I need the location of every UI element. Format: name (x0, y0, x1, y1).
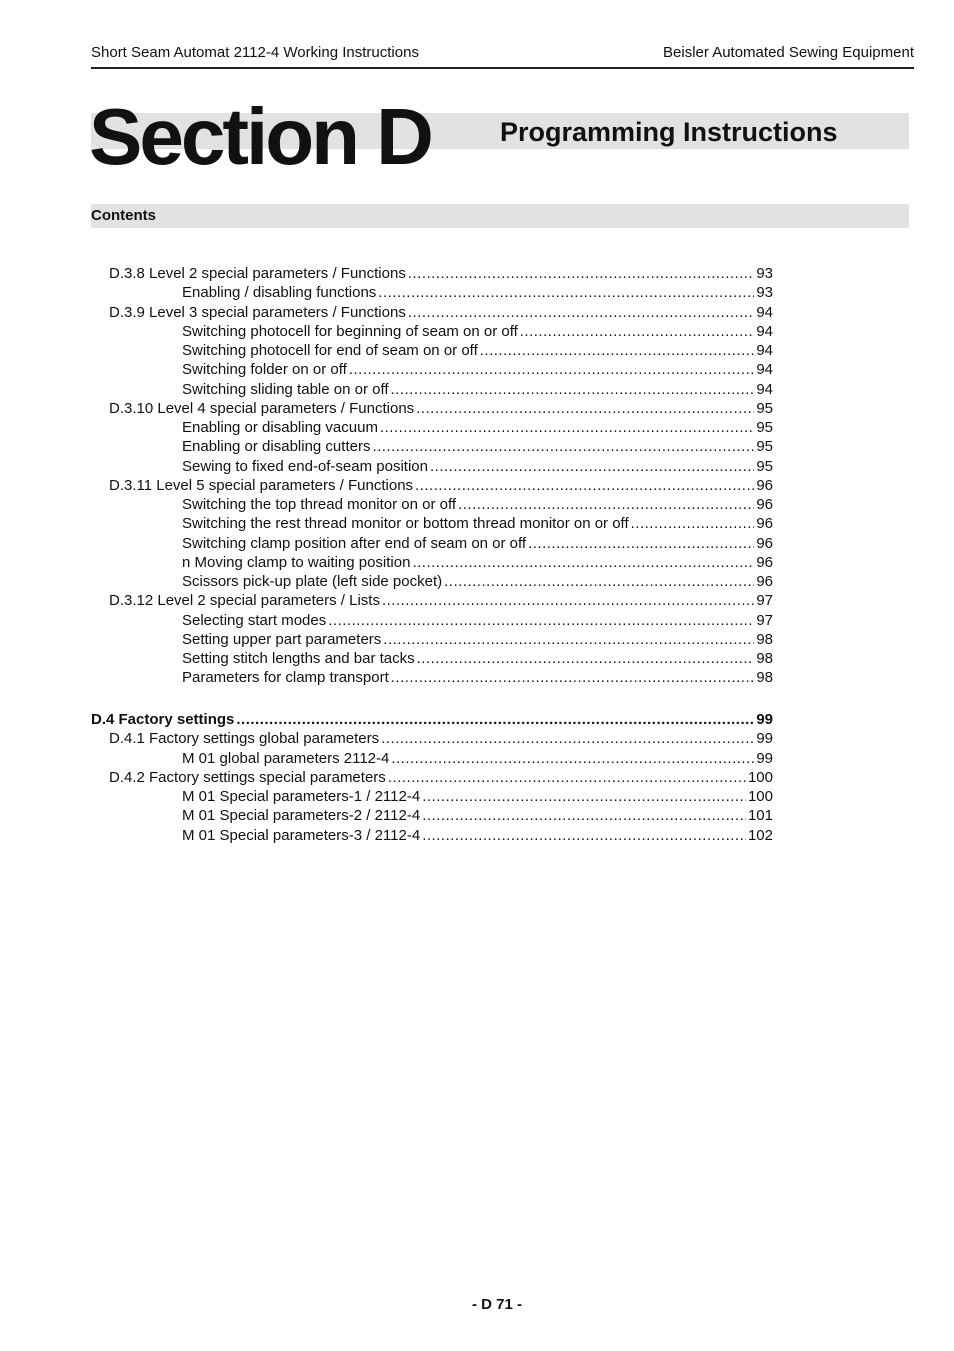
toc-entry[interactable] (182, 787, 773, 806)
section-title: Section D (89, 92, 431, 181)
toc-entry-page: 99 (756, 730, 773, 747)
toc-leader-dots (415, 477, 754, 495)
toc-leader-dots (422, 827, 746, 845)
toc-entry-chapter[interactable] (91, 710, 773, 729)
toc-entry-title: Switching the rest thread monitor or bottom thread monitor on or off (182, 515, 629, 532)
toc-entry[interactable] (182, 457, 773, 476)
toc-entry-page: 95 (756, 458, 773, 475)
toc-leader-dots (408, 265, 754, 283)
toc-leader-dots (458, 496, 754, 514)
toc-entry-page: 94 (756, 342, 773, 359)
contents-band (91, 204, 909, 228)
page-footer (0, 1296, 954, 1313)
toc-entry-page: 93 (756, 284, 773, 301)
toc-entry-title: Selecting start modes (182, 612, 327, 629)
toc-entry[interactable] (109, 303, 773, 322)
toc-entry[interactable] (182, 806, 773, 825)
toc-entry-title: Switching clamp position after end of seam on or off (182, 535, 527, 552)
toc-entry-page: 99 (756, 711, 773, 728)
toc-entry[interactable] (109, 399, 773, 418)
toc-entry-title: M 01 Special parameters-2 / 2112-4 (182, 807, 421, 824)
toc-entry-page: 94 (756, 361, 773, 378)
toc-leader-dots (236, 711, 754, 729)
toc-leader-dots (422, 807, 746, 825)
toc-entry-title: D.3.10 Level 4 special parameters / Functions (109, 400, 415, 417)
toc-entry-title: Parameters for clamp transport (182, 669, 389, 686)
toc-entry-title: D.4.2 Factory settings special parameters (109, 769, 386, 786)
toc-entry-title: D.4 Factory settings (91, 711, 235, 728)
toc-entry-title: D.4.1 Factory settings global parameters (109, 730, 380, 747)
toc-leader-dots (416, 400, 754, 418)
toc-leader-dots (430, 458, 754, 476)
toc-entry[interactable] (182, 749, 773, 768)
toc-leader-dots (444, 573, 754, 591)
toc-entry-page: 93 (756, 265, 773, 282)
toc-entry-title: n Moving clamp to waiting position (182, 554, 411, 571)
toc-entry-title: Switching sliding table on or off (182, 381, 389, 398)
header-company-name: Beisler Automated Sewing Equipment (663, 44, 914, 61)
toc-leader-dots (391, 381, 755, 399)
toc-entry-title: M 01 Special parameters-3 / 2112-4 (182, 827, 421, 844)
toc-leader-dots (388, 769, 746, 787)
toc-entry-page: 99 (756, 750, 773, 767)
toc-leader-dots (412, 554, 754, 572)
toc-entry-page: 94 (756, 323, 773, 340)
toc-entry[interactable] (182, 572, 773, 591)
toc-entry-title: Setting upper part parameters (182, 631, 382, 648)
toc-entry-page: 98 (756, 650, 773, 667)
toc-entry-page: 95 (756, 400, 773, 417)
toc-leader-dots (528, 535, 754, 553)
toc-leader-dots (382, 592, 754, 610)
toc-entry-page: 94 (756, 381, 773, 398)
toc-entry-title: Switching folder on or off (182, 361, 347, 378)
toc-entry-page: 101 (747, 807, 773, 824)
header-document-title: Short Seam Automat 2112-4 Working Instructions (91, 44, 419, 61)
toc-entry[interactable] (182, 514, 773, 533)
toc-leader-dots (631, 515, 755, 533)
toc-entry[interactable] (182, 630, 773, 649)
toc-entry[interactable] (182, 437, 773, 456)
toc-leader-dots (408, 304, 754, 322)
toc-entry-page: 98 (756, 669, 773, 686)
toc-entry-title: D.3.8 Level 2 special parameters / Functions (109, 265, 406, 282)
toc-entry-page: 97 (756, 612, 773, 629)
toc-entry-title: Enabling / disabling functions (182, 284, 377, 301)
toc-leader-dots (381, 730, 754, 748)
toc-leader-dots (417, 650, 755, 668)
toc-entry-page: 96 (756, 554, 773, 571)
toc-entry-title: M 01 Special parameters-1 / 2112-4 (182, 788, 421, 805)
toc-entry[interactable] (109, 768, 773, 787)
toc-entry-page: 98 (756, 631, 773, 648)
page-number: - D 71 - (471, 1296, 522, 1313)
toc-leader-dots (422, 788, 746, 806)
toc-entry-page: 100 (747, 769, 773, 786)
toc-entry-page: 96 (756, 535, 773, 552)
toc-entry[interactable] (182, 283, 773, 302)
toc-leader-dots (372, 438, 754, 456)
toc-entry[interactable] (182, 826, 773, 845)
toc-entry-title: D.3.12 Level 2 special parameters / Lists (109, 592, 380, 609)
toc-entry[interactable] (109, 591, 773, 610)
toc-entry-title: D.3.9 Level 3 special parameters / Functions (109, 304, 406, 321)
toc-entry-title: Setting stitch lengths and bar tacks (182, 650, 415, 667)
toc-entry-title: Enabling or disabling cutters (182, 438, 371, 455)
toc-leader-dots (328, 612, 754, 630)
toc-entry-page: 102 (747, 827, 773, 844)
toc-leader-dots (480, 342, 755, 360)
toc-entry-title: Scissors pick-up plate (left side pocket) (182, 573, 443, 590)
toc-entry[interactable] (182, 495, 773, 514)
toc-leader-dots (383, 631, 754, 649)
toc-entry-page: 96 (756, 477, 773, 494)
toc-entry[interactable] (182, 341, 773, 360)
toc-entry-page: 100 (747, 788, 773, 805)
toc-leader-dots (378, 284, 754, 302)
toc-leader-dots (391, 669, 755, 687)
toc-leader-dots (380, 419, 754, 437)
toc-entry[interactable] (182, 534, 773, 553)
toc-entry[interactable] (109, 729, 773, 748)
toc-entry-page: 94 (756, 304, 773, 321)
toc-entry[interactable] (182, 611, 773, 630)
toc-entry-page: 96 (756, 573, 773, 590)
toc-entry[interactable] (182, 322, 773, 341)
toc-entry-title: D.3.11 Level 5 special parameters / Functions (109, 477, 414, 494)
toc-entry-title: Switching photocell for end of seam on or off (182, 342, 478, 359)
toc-entry-title: M 01 global parameters 2112-4 (182, 750, 390, 767)
toc-leader-dots (520, 323, 755, 341)
toc-entry[interactable] (109, 264, 773, 283)
toc-entry[interactable] (182, 668, 773, 687)
toc-entry-title: Switching photocell for beginning of seam on or off (182, 323, 518, 340)
toc-entry[interactable] (109, 476, 773, 495)
toc-entry[interactable] (182, 418, 773, 437)
toc-entry-page: 95 (756, 438, 773, 455)
toc-entry-page: 96 (756, 496, 773, 513)
toc-entry-title: Switching the top thread monitor on or off (182, 496, 457, 513)
toc-entry-page: 95 (756, 419, 773, 436)
toc-entry[interactable] (182, 360, 773, 379)
toc-entry-page: 96 (756, 515, 773, 532)
toc-entry[interactable] (182, 649, 773, 668)
toc-leader-dots (391, 750, 754, 768)
toc-entry[interactable] (182, 380, 773, 399)
toc-entry-page: 97 (756, 592, 773, 609)
page-header (91, 43, 914, 69)
toc-entry-title: Sewing to fixed end-of-seam position (182, 458, 428, 475)
toc-entry-title: Enabling or disabling vacuum (182, 419, 378, 436)
contents-heading: Contents (91, 207, 156, 224)
toc-entry[interactable] (182, 553, 773, 572)
section-subtitle: Programming Instructions (500, 117, 838, 147)
toc-leader-dots (349, 361, 754, 379)
